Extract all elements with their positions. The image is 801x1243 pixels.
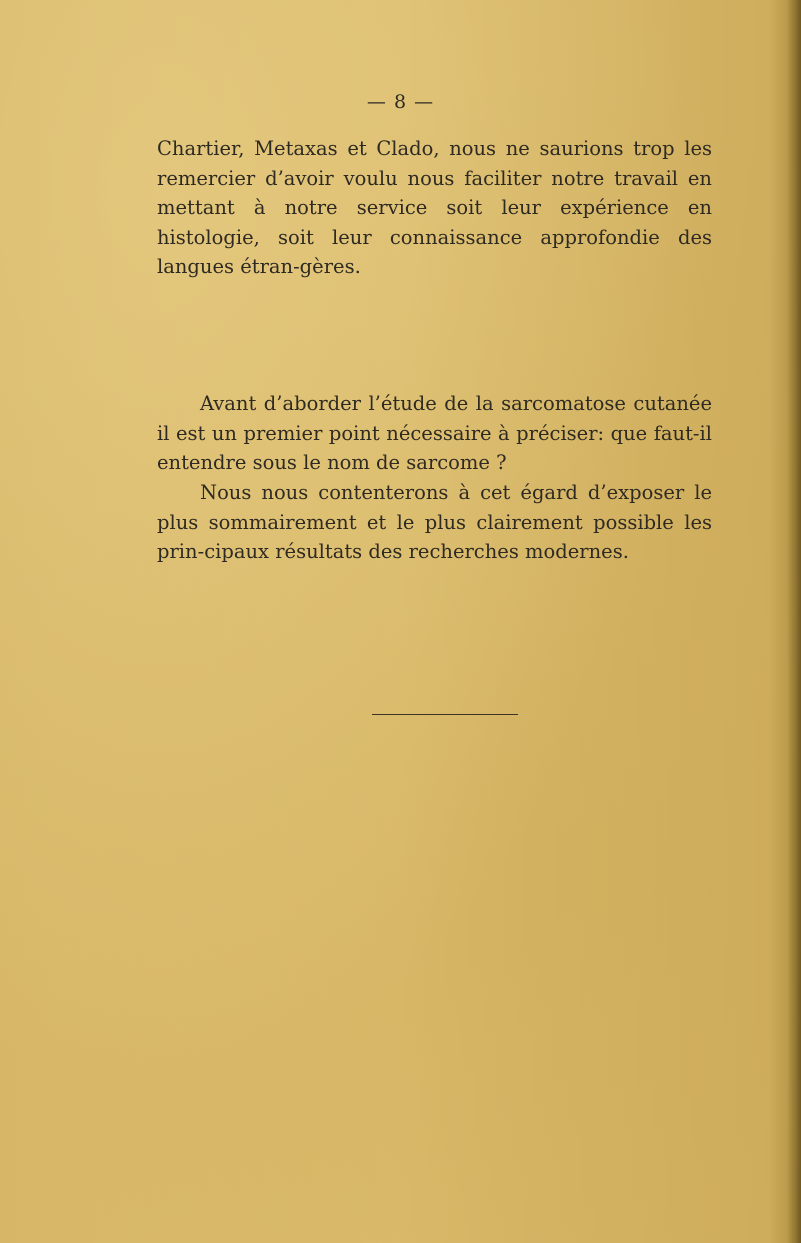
section-divider-rule (372, 714, 518, 715)
page-edge-shadow (787, 0, 801, 1243)
paragraph-acknowledgement: Chartier, Metaxas et Clado, nous ne saurions trop les remercier d’avoir voulu nous faciliter notre travail en mettant à notre service soit leur expérience en histologie, soit leur connaissance approfondie des langues étran-gères. (157, 137, 712, 278)
paragraph-method: Nous nous contenterons à cet égard d’exposer le plus sommairement et le plus clairement possible les prin-cipaux résultats des recherches modernes. (157, 481, 712, 563)
page-number: — 8 — (366, 91, 435, 113)
paragraph-introduction: Avant d’aborder l’étude de la sarcomatose cutanée il est un premier point nécessaire à préciser: que faut-il entendre sous le nom de sarcome ? (157, 392, 712, 474)
